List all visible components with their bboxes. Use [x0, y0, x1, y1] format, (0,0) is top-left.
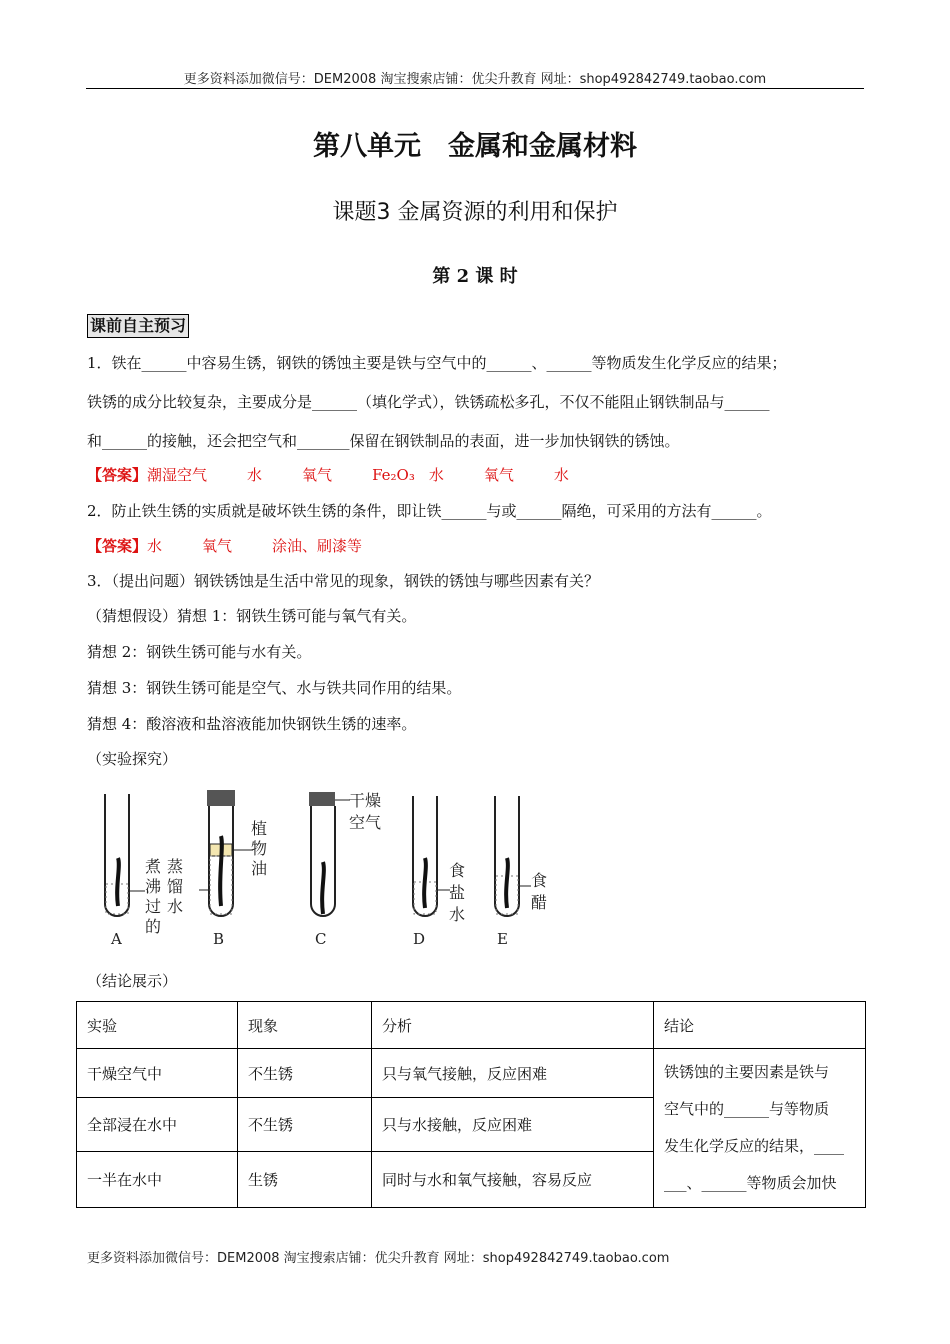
q3-line4: 猜想 3：钢铁生锈可能是空气、水与铁共同作用的结果。 — [87, 679, 462, 697]
label-b — [251, 819, 267, 878]
answer-label: 【答案】 — [87, 466, 148, 484]
tube-letter: A — [111, 930, 122, 948]
header-divider — [86, 88, 864, 89]
table-cell: 同时与水和氧气接触，容易反应 — [372, 1152, 654, 1208]
answer-item: 水 — [428, 466, 444, 484]
q3-line2: （猜想假设）猜想 1：钢铁生锈可能与氧气有关。 — [87, 607, 417, 625]
q2: 2．防止铁生锈的实质就是破坏铁生锈的条件，即让铁______与或______隔绝，可采用的方法有______。 — [87, 502, 772, 520]
conclusion-cell — [654, 1049, 866, 1208]
lesson-title: 第 2 课 时 — [432, 266, 518, 287]
q1-line2: 铁锈的成分比较复杂，主要成分是______（填化学式），铁锈疏松多孔，不仅不能阻止钢铁制品与______ — [87, 393, 770, 411]
svg-text:水: 水 — [167, 897, 184, 916]
test-tube-b — [199, 790, 253, 916]
label-a2 — [167, 857, 183, 916]
answer-item: 氧气 — [202, 537, 233, 555]
table-cell: 不生锈 — [238, 1049, 372, 1098]
table-cell: 一半在水中 — [77, 1152, 238, 1208]
q1-line1: 1．铁在______中容易生锈，钢铁的锈蚀主要是铁与空气中的______、______等物质发生化学反应的结果； — [87, 354, 787, 372]
svg-text:食: 食 — [449, 861, 466, 880]
svg-text:馏: 馏 — [167, 877, 184, 896]
svg-text:油: 油 — [251, 859, 268, 878]
test-tube-e — [495, 796, 531, 916]
table-cell: 只与水接触，反应困难 — [372, 1098, 654, 1152]
answer-item: 氧气 — [302, 466, 333, 484]
svg-text:水: 水 — [449, 905, 466, 924]
answer-item: 涂油、刷漆等 — [272, 537, 363, 555]
test-tube-d — [413, 796, 450, 916]
svg-text:煮: 煮 — [145, 857, 162, 876]
test-tube-c — [309, 792, 350, 916]
table-cell: 干燥空气中 — [77, 1049, 238, 1098]
svg-text:醋: 醋 — [531, 893, 548, 912]
tube-letter: C — [315, 930, 327, 948]
table-cell: 全部浸在水中 — [77, 1098, 238, 1152]
table-header: 现象 — [238, 1002, 372, 1049]
label-c2: 空气 — [349, 813, 382, 832]
svg-text:盐: 盐 — [449, 883, 466, 902]
label-d — [449, 861, 465, 924]
answer-item: 水 — [247, 466, 263, 484]
explore-label: （实验探究） — [87, 750, 178, 768]
table-header: 结论 — [654, 1002, 866, 1049]
svg-text:食: 食 — [531, 871, 548, 890]
table-cell: 只与氧气接触，反应困难 — [372, 1049, 654, 1098]
test-tube-a — [105, 794, 145, 916]
label-c1: 干燥 — [349, 791, 382, 810]
conclusion-line: 发生化学反应的结果，____ — [664, 1137, 845, 1155]
table-header: 分析 — [372, 1002, 654, 1049]
conclusion-line: 空气中的______与等物质 — [664, 1100, 830, 1118]
tube-letter: B — [213, 930, 225, 948]
answer-2 — [87, 535, 402, 556]
table-cell: 生锈 — [238, 1152, 372, 1208]
table-header-row — [77, 1002, 866, 1049]
tube-letter: E — [497, 930, 508, 948]
answer-item: Fe₂O₃ — [372, 466, 415, 484]
unit-title: 第八单元 金属和金属材料 — [313, 131, 637, 162]
conclusion-line: ___、______等物质会加快 — [664, 1174, 837, 1192]
svg-text:蒸: 蒸 — [167, 857, 184, 876]
svg-text:沸: 沸 — [145, 877, 162, 896]
table-header: 实验 — [77, 1002, 238, 1049]
answer-item: 水 — [147, 537, 163, 555]
svg-text:的: 的 — [145, 917, 162, 936]
page-footer: 更多资料添加微信号：DEM2008 淘宝搜索店铺：优尖升教育 网址：shop492842749.taobao.com — [87, 1251, 670, 1266]
q1-line3: 和______的接触，还会把空气和_______保留在钢铁制品的表面，进一步加快钢铁的锈蚀。 — [87, 432, 680, 450]
answer-label: 【答案】 — [87, 537, 148, 555]
section-heading: 课前自主预习 — [87, 314, 189, 338]
q3-line5: 猜想 4：酸溶液和盐溶液能加快钢铁生锈的速率。 — [87, 715, 417, 733]
topic-title: 课题3 金属资源的利用和保护 — [332, 200, 618, 225]
experiment-figure — [95, 786, 565, 951]
answer-item: 潮湿空气 — [147, 466, 208, 484]
answer-1 — [87, 464, 609, 485]
label-e — [531, 871, 547, 912]
conclusion-table — [76, 1001, 866, 1208]
svg-text:过: 过 — [145, 897, 162, 916]
answer-item: 氧气 — [483, 466, 514, 484]
table-cell: 不生锈 — [238, 1098, 372, 1152]
svg-text:物: 物 — [251, 839, 268, 858]
label-a1 — [145, 857, 161, 936]
table-row — [77, 1049, 866, 1098]
q3-line1: 3．（提出问题）钢铁锈蚀是生活中常见的现象，钢铁的锈蚀与哪些因素有关？ — [87, 572, 600, 590]
conclusion-line: 铁锈蚀的主要因素是铁与 — [664, 1063, 830, 1081]
tube-letter: D — [413, 930, 426, 948]
svg-text:植: 植 — [251, 819, 268, 838]
conclusion-label: （结论展示） — [87, 972, 178, 990]
page-header: 更多资料添加微信号：DEM2008 淘宝搜索店铺：优尖升教育 网址：shop492842749.taobao.com — [183, 72, 767, 87]
answer-item: 水 — [553, 466, 569, 484]
q3-line3: 猜想 2：钢铁生锈可能与水有关。 — [87, 643, 312, 661]
